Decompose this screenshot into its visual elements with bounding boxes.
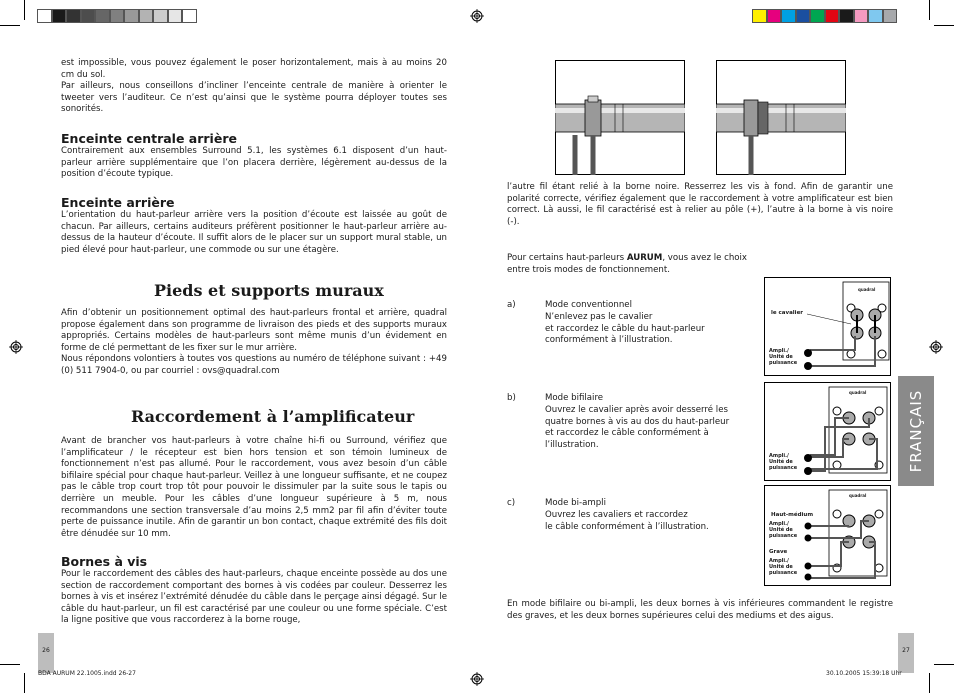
color-swatch [168, 9, 183, 23]
diagram-mode-conventional [764, 277, 891, 376]
color-swatch [95, 9, 110, 23]
color-swatch [825, 9, 840, 23]
color-swatch [810, 9, 825, 23]
color-swatch [139, 9, 154, 23]
diagram-mode-biwire [764, 382, 891, 481]
color-swatch [66, 9, 81, 23]
diagram-mode-biamp [764, 485, 891, 586]
registration-mark-icon [470, 9, 484, 23]
diagram-brand-label: quadral [849, 493, 867, 498]
footer-timestamp: 30.10.2005 15:39:18 Uhr [826, 670, 902, 677]
color-swatch [781, 9, 796, 23]
mode-c-title: Mode bi-ampli [545, 498, 606, 508]
page-number-right: 27 [898, 633, 914, 673]
crop-mark [934, 25, 954, 26]
terminal-screw-tight-illustration [716, 60, 846, 175]
crop-mark [0, 664, 20, 665]
section-title-rear: Enceinte arrière [61, 195, 175, 210]
terminal-wire-insert-illustration [555, 60, 685, 175]
process-color-bar [752, 9, 897, 23]
registration-mark-icon [470, 672, 484, 686]
crop-mark [24, 673, 25, 693]
page-number-left: 26 [38, 633, 54, 673]
section-body-screw-terminals: Pour le raccordement des câbles des haut-parleurs, chaque enceinte possède au dos une section de raccordement comportant des bornes à vis codées par couleur. Desserrez les bornes à vis et insérez l’extrémité dénudée du câble dans le perçage ainsi dégagé. Sur le câble du haut-parleur, un fil est caractérisé par une couleur ou une forme spéciale. C’est la ligne positive que vous raccorderez à la borne rouge, [61, 569, 447, 626]
mode-a-title: Mode conventionnel [545, 300, 632, 310]
color-swatch [752, 9, 767, 23]
section-body-rear: L’orientation du haut-parleur arrière vers la position d’écoute est laissée au goût de chacun. Par ailleurs, certains auditeurs préfèrent positionner le haut-parleur arrière au-dessus de la hauteur d’écoute. Il suffit alors de le placer sur un support mural stable, un pied élevé pour haut-parleur, une commode ou sur une étagère. [61, 210, 447, 255]
section-title-center-rear: Enceinte centrale arrière [61, 131, 237, 146]
color-swatch [110, 9, 125, 23]
haut-medium-label: Haut-médium [771, 512, 814, 518]
section-body-center-rear: Contrairement aux ensembles Surround 5.1, les systèmes 6.1 disposent d’un haut-parleur arrière supplémentaire que l’on placera derrière, légèrement au-dessus de la position d’écoute typique. [61, 146, 447, 180]
color-swatch [52, 9, 67, 23]
intro-paragraph: est impossible, vous pouvez également le poser horizontalement, mais à au moins 20 cm du sol. Par ailleurs, nous conseillons d’incliner l’enceinte centrale de manière à orienter le tweeter vers l’auditeur. Ce n’est qu’ainsi que le système pourra déployer toutes ses sonorités. [61, 58, 447, 115]
color-swatch [124, 9, 139, 23]
crop-mark [929, 673, 930, 693]
mode-b-letter: b) [507, 393, 516, 403]
color-swatch [883, 9, 898, 23]
ampli-label: Ampli./ Unité de puissance [769, 453, 798, 471]
color-swatch [854, 9, 869, 23]
section-body-stands: Afin d’obtenir un positionnement optimal des haut-parleurs frontal et arrière, quadral propose également dans son programme de livraison des pieds et des supports muraux appropriés. Certains modèles de haut-parleurs sont même munis d’un évidement en forme de clé permettant de les fixer sur le mur arrière. Nous répondons volontiers à toutes vos questions au numéro de téléphone suivant : +49 (0) 511 7904-0, ou par courriel : ovs@quadral.com [61, 308, 447, 376]
footer-file-info: BDA AURUM 22.1005.indd 26-27 [38, 670, 136, 677]
color-swatch [767, 9, 782, 23]
grayscale-color-bar [37, 9, 197, 23]
mode-a-text: N’enlevez pas le cavalier et raccordez le câble du haut-parleur conformément à l’illustration. [545, 312, 705, 346]
mode-b-title: Mode bifilaire [545, 393, 604, 403]
brand-aurum: AURUM [626, 253, 663, 263]
modes-intro-paragraph: Pour certains haut-parleurs AURUM, vous avez le choix entre trois modes de fonctionnement. [507, 253, 747, 275]
registration-mark-icon [9, 340, 23, 354]
crop-mark [24, 0, 25, 20]
polarity-paragraph: l’autre fil étant relié à la borne noire. Resserrez les vis à fond. Afin de garantir une polarité correcte, vérifiez également que le raccordement à votre amplificateur est bien correct. Là aussi, le fil caractérisé est à relier au pôle (+), l’autre à la borne à vis noire (-). [507, 182, 893, 227]
color-swatch [839, 9, 854, 23]
section-title-stands: Pieds et supports muraux [154, 281, 384, 300]
closing-paragraph: En mode bifilaire ou bi-ampli, les deux bornes à vis inférieures commandent le registre des graves, et les deux bornes supérieures celui des mediums et des aigus. [507, 599, 893, 621]
language-tab [898, 376, 934, 486]
crop-mark [0, 25, 20, 26]
color-swatch [153, 9, 168, 23]
language-tab-label: FRANÇAIS [907, 389, 925, 473]
crop-mark [934, 664, 954, 665]
cavalier-label: le cavalier [771, 310, 804, 316]
mode-c-letter: c) [507, 498, 516, 508]
crop-mark [929, 0, 930, 20]
registration-mark-icon [929, 340, 943, 354]
diagram-brand-label: quadral [858, 287, 876, 292]
color-swatch [37, 9, 52, 23]
mode-c-text: Ouvrez les cavaliers et raccordez le câble conformément à l’illustration. [545, 510, 709, 532]
mode-a-letter: a) [507, 300, 516, 310]
ampli-label: Ampli./ Unité de puissance [769, 348, 798, 366]
color-swatch [81, 9, 96, 23]
section-body-amplifier: Avant de brancher vos haut-parleurs à votre chaîne hi-fi ou Surround, vérifiez que l’amplificateur / le récepteur est bien hors tension et son témoin lumineux de fonctionnement n’est pas allumé. Pour le raccordement, vous avez besoin d’un câble bifilaire spécial pour chaque haut-parleur. Veillez à une longueur suffisante, et ne coupez pas le câble trop court trop tôt pour pouvoir le dissimuler par la suite sous le tapis ou derrière un meuble. Pour les câbles d’une longueur supérieure à 5 m, nous recommandons une section transversale d’au moins 2,5 mm2 par fil afin d’éviter toute perte de puissance inutile. Afin de garantir un bon contact, chaque extrémité des fils doit être dénudée sur 10 mm. [61, 436, 447, 539]
diagram-brand-label: quadral [849, 390, 867, 395]
color-swatch [796, 9, 811, 23]
color-swatch [182, 9, 197, 23]
grave-label: Grave [769, 549, 788, 555]
ampli-label: Ampli./ Unité de puissance [769, 558, 798, 576]
color-swatch [868, 9, 883, 23]
ampli-label: Ampli./ Unité de puissance [769, 521, 798, 539]
section-title-screw-terminals: Bornes à vis [61, 554, 148, 569]
mode-b-text: Ouvrez le cavalier après avoir desserré les quatre bornes à vis au dos du haut-parleur et raccordez le câble conformément à l’illustration. [545, 405, 730, 450]
section-title-amplifier: Raccordement à l’amplificateur [131, 407, 415, 426]
